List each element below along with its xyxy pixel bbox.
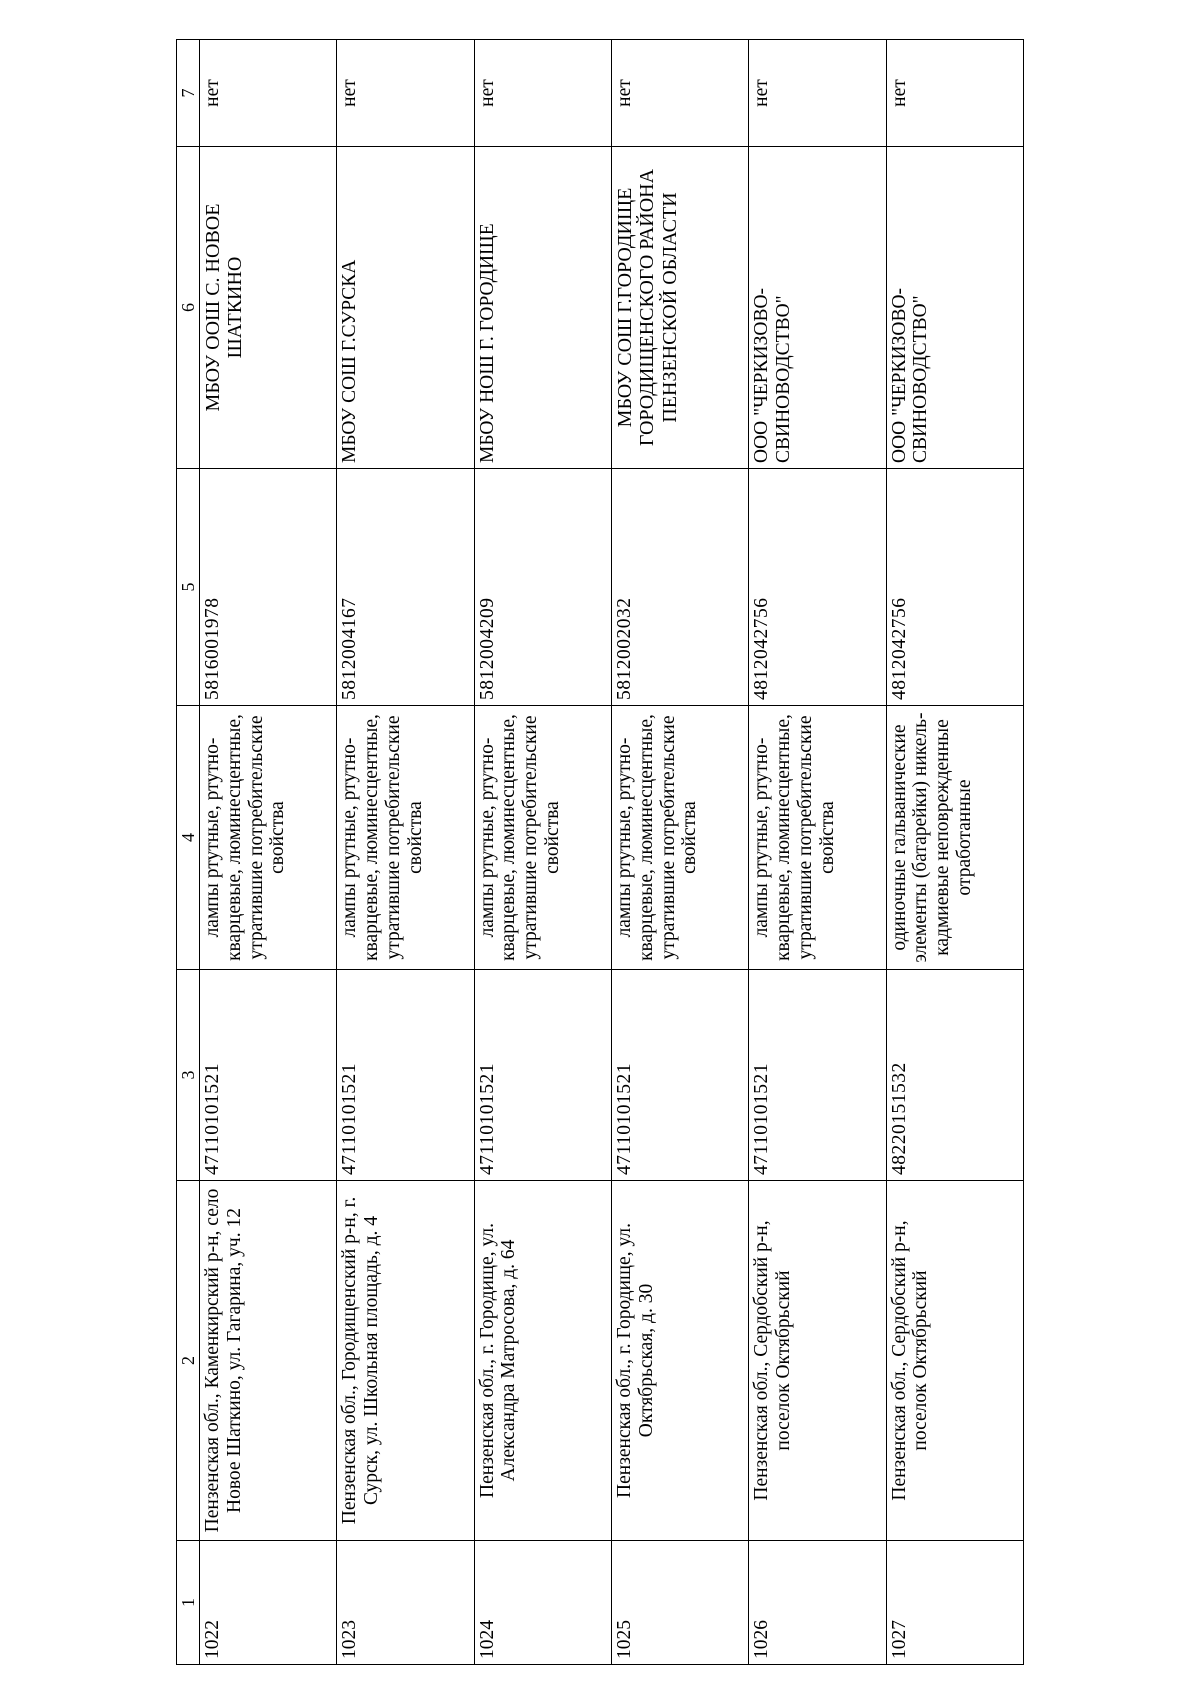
address-cell: Пензенская обл., Каменкирский р-н, село Новое Шаткино, ул. Гагарина, уч. 12	[200, 1181, 337, 1541]
column-number: 5	[177, 469, 200, 706]
organization-cell: ООО "ЧЕРКИЗОВО-СВИНОВОДСТВО"	[749, 147, 886, 469]
column-number: 4	[177, 706, 200, 970]
organization-cell: МБОУ СОШ Г.ГОРОДИЩЕ ГОРОДИЩЕНСКОГО РАЙОНА ПЕНЗЕНСКОЙ ОБЛАСТИ	[611, 147, 748, 469]
hazard-cell: нет	[200, 40, 337, 147]
waste-name-cell: лампы ртутные, ртутно-кварцевые, люминесцентные, утратившие потребительские свойства	[337, 706, 474, 970]
waste-code-cell: 47110101521	[337, 970, 474, 1181]
column-number: 3	[177, 970, 200, 1181]
table-row	[749, 40, 886, 1665]
address-cell: Пензенская обл., Сердобский р-н, поселок Октябрьский	[749, 1181, 886, 1541]
waste-name-cell: лампы ртутные, ртутно-кварцевые, люминесцентные, утратившие потребительские свойства	[200, 706, 337, 970]
waste-name-cell: лампы ртутные, ртутно-кварцевые, люминесцентные, утратившие потребительские свойства	[474, 706, 611, 970]
waste-code-cell: 47110101521	[611, 970, 748, 1181]
inn-cell: 4812042756	[886, 469, 1023, 706]
table-row	[474, 40, 611, 1665]
hazard-cell: нет	[611, 40, 748, 147]
table-row	[337, 40, 474, 1665]
waste-name-cell: лампы ртутные, ртутно-кварцевые, люминесцентные, утратившие потребительские свойства	[749, 706, 886, 970]
waste-code-cell: 47110101521	[200, 970, 337, 1181]
address-cell: Пензенская обл., Городищенский р-н, г. Сурск, ул. Школьная площадь, д. 4	[337, 1181, 474, 1541]
column-number: 1	[177, 1541, 200, 1665]
waste-code-cell: 48220151532	[886, 970, 1023, 1181]
column-number: 7	[177, 40, 200, 147]
table-row	[886, 40, 1023, 1665]
inn-cell: 5816001978	[200, 469, 337, 706]
row-number-cell: 1022	[200, 1541, 337, 1665]
row-number-cell: 1024	[474, 1541, 611, 1665]
hazard-cell: нет	[886, 40, 1023, 147]
waste-code-cell: 47110101521	[749, 970, 886, 1181]
organization-cell: МБОУ НОШ Г. ГОРОДИЩЕ	[474, 147, 611, 469]
inn-cell: 5812002032	[611, 469, 748, 706]
address-cell: Пензенская обл., Сердобский р-н, поселок Октябрьский	[886, 1181, 1023, 1541]
column-number-row	[177, 40, 200, 1665]
row-number-cell: 1023	[337, 1541, 474, 1665]
column-number: 6	[177, 147, 200, 469]
inn-cell: 5812004209	[474, 469, 611, 706]
organization-cell: ООО "ЧЕРКИЗОВО-СВИНОВОДСТВО"	[886, 147, 1023, 469]
rotated-page	[176, 40, 1024, 1665]
waste-name-cell: одиночные гальванические элементы (батарейки) никель-кадмиевые неповрежденные отработанные	[886, 706, 1023, 970]
hazard-cell: нет	[337, 40, 474, 147]
waste-registry-table	[176, 39, 1024, 1665]
row-number-cell: 1027	[886, 1541, 1023, 1665]
organization-cell: МБОУ ООШ С. НОВОЕ ШАТКИНО	[200, 147, 337, 469]
hazard-cell: нет	[749, 40, 886, 147]
table-row	[200, 40, 337, 1665]
waste-name-cell: лампы ртутные, ртутно-кварцевые, люминесцентные, утратившие потребительские свойства	[611, 706, 748, 970]
organization-cell: МБОУ СОШ Г.СУРСКА	[337, 147, 474, 469]
column-number: 2	[177, 1181, 200, 1541]
row-number-cell: 1026	[749, 1541, 886, 1665]
hazard-cell: нет	[474, 40, 611, 147]
row-number-cell: 1025	[611, 1541, 748, 1665]
table-row	[611, 40, 748, 1665]
waste-code-cell: 47110101521	[474, 970, 611, 1181]
inn-cell: 5812004167	[337, 469, 474, 706]
inn-cell: 4812042756	[749, 469, 886, 706]
address-cell: Пензенская обл., г. Городище, ул. Октябрьская, д. 30	[611, 1181, 748, 1541]
address-cell: Пензенская обл., г. Городище, ул. Александра Матросова, д. 64	[474, 1181, 611, 1541]
